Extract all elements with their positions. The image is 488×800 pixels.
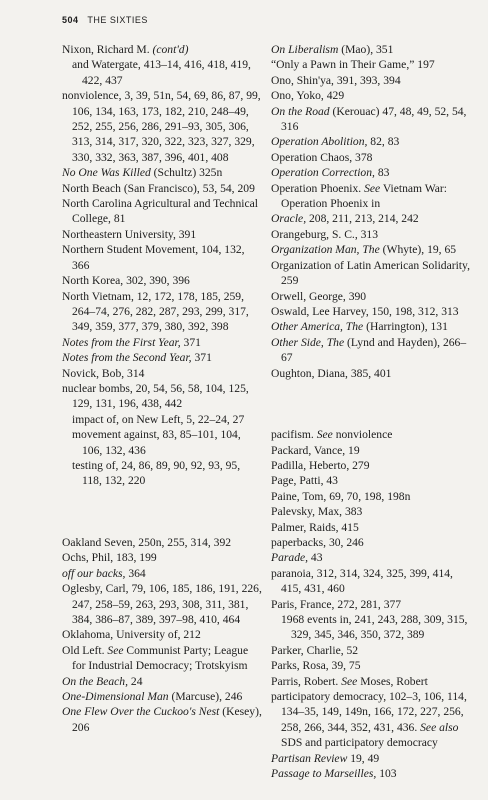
index-entry: Orwell, George, 390	[271, 289, 367, 303]
index-entry: Oughton, Diana, 385, 401	[271, 366, 392, 380]
index-entry: Oakland Seven, 250n, 255, 314, 392	[62, 535, 232, 549]
section-gap	[271, 396, 473, 411]
index-entry: Organization of Latin American Solidarity, 259	[271, 258, 470, 288]
index-entry: On the Road (Kerouac) 47, 48, 49, 52, 54, 316	[271, 104, 467, 134]
index-entry: Ono, Shin'ya, 391, 393, 394	[271, 73, 401, 87]
index-entry: Organization Man, The (Whyte), 19, 65	[271, 243, 457, 257]
index-entry: Ono, Yoko, 429	[271, 89, 345, 103]
index-entry: paranoia, 312, 314, 324, 325, 399, 414, 415, 431, 460	[271, 566, 453, 596]
index-entry: Paine, Tom, 69, 70, 198, 198n	[271, 489, 411, 503]
index-entry: Passage to Marseilles, 103	[271, 767, 397, 781]
index-entry: Oracle, 208, 211, 213, 214, 242	[271, 212, 419, 226]
index-entry: paperbacks, 30, 246	[271, 535, 364, 549]
running-header	[62, 15, 148, 25]
index-entry: Oglesby, Carl, 79, 106, 185, 186, 191, 226, 247, 258–59, 263, 293, 308, 311, 381, 384, 386–87, 389, 397–98, 410, 464	[62, 582, 262, 626]
index-entry: North Korea, 302, 390, 396	[62, 274, 190, 288]
page-number: 504	[62, 15, 79, 25]
index-entry: Paris, France, 272, 281, 377	[271, 597, 402, 611]
section-gap	[62, 489, 262, 504]
index-entry: pacifism. See nonviolence	[271, 428, 393, 442]
section-gap	[271, 381, 473, 396]
index-entry: Notes from the First Year, 371	[62, 335, 201, 349]
index-entry: Operation Correction, 83	[271, 166, 390, 180]
index-subentry: 1968 events in, 241, 243, 288, 309, 315, 329, 345, 346, 350, 372, 389	[281, 612, 468, 642]
index-entry: On Liberalism (Mao), 351	[271, 43, 394, 56]
index-entry: Palevsky, Max, 383	[271, 505, 363, 519]
index-entry: “Only a Pawn in Their Game,” 197	[271, 58, 435, 72]
index-entry: Oklahoma, University of, 212	[62, 628, 201, 642]
index-entry: nonviolence, 3, 39, 51n, 54, 69, 86, 87, 99, 106, 134, 163, 173, 182, 210, 248–49, 252, 255, 256, 286, 291–93, 305, 306, 313, 314, 317, 320, 322, 323, 327, 329, 330, 332, 363, 387, 396, 401, 408	[62, 89, 261, 164]
running-title: THE SIXTIES	[87, 15, 148, 25]
index-entry: participatory democracy, 102–3, 106, 114, 134–35, 149, 149n, 166, 172, 227, 256, 258, 266, 344, 352, 431, 436. See also SDS and participatory democracy	[271, 690, 467, 750]
section-gap	[62, 504, 262, 519]
index-column-left	[62, 42, 262, 735]
index-column-right	[271, 42, 473, 781]
index-entry: North Beach (San Francisco), 53, 54, 209	[62, 181, 255, 195]
index-subentry: movement against, 83, 85–101, 104, 106, 132, 436	[72, 428, 241, 457]
index-entry: Partisan Review 19, 49	[271, 751, 380, 765]
index-entry: Parris, Robert. See Moses, Robert	[271, 674, 428, 688]
index-entry: Old Left. See Communist Party; League for Industrial Democracy; Trotskyism	[62, 643, 249, 673]
index-entry: Other Side, The (Lynd and Hayden), 266–67	[271, 335, 467, 365]
index-subentry: impact of, on New Left, 5, 22–24, 27	[72, 412, 245, 426]
index-entry: Northern Student Movement, 104, 132, 366	[62, 243, 245, 272]
index-entry: Operation Chaos, 378	[271, 150, 373, 164]
index-entry: Orangeburg, S. C., 313	[271, 227, 379, 241]
index-entry: Parade, 43	[271, 551, 323, 565]
section-gap	[271, 412, 473, 427]
index-entry: One-Dimensional Man (Marcuse), 246	[62, 690, 243, 704]
index-entry: North Vietnam, 12, 172, 178, 185, 259, 264–74, 276, 282, 287, 293, 299, 317, 349, 359, 377, 379, 380, 392, 398	[62, 289, 249, 334]
index-entry: Nixon, Richard M. (cont'd)	[62, 43, 189, 56]
index-entry: Ochs, Phil, 183, 199	[62, 551, 157, 565]
index-entry: Operation Abolition, 82, 83	[271, 135, 400, 149]
index-entry: Operation Phoenix. See Vietnam War: Operation Phoenix in	[271, 181, 448, 211]
section-gap	[62, 520, 262, 535]
index-subentry: testing of, 24, 86, 89, 90, 92, 93, 95, 118, 132, 220	[72, 458, 241, 488]
index-entry: Padilla, Heberto, 279	[271, 458, 370, 472]
index-entry: Packard, Vance, 19	[271, 443, 360, 457]
index-entry: One Flew Over the Cuckoo's Nest (Kesey), 206	[62, 705, 262, 734]
index-entry: No One Was Killed (Schultz) 325n	[62, 166, 223, 180]
index-entry: On the Beach, 24	[62, 674, 143, 688]
index-entry: off our backs, 364	[62, 566, 146, 580]
index-entry: Notes from the Second Year, 371	[62, 351, 212, 365]
index-entry: Page, Patti, 43	[271, 474, 338, 488]
index-entry: Oswald, Lee Harvey, 150, 198, 312, 313	[271, 304, 459, 318]
index-entry: Palmer, Raids, 415	[271, 520, 359, 534]
index-entry: Parker, Charlie, 52	[271, 643, 359, 657]
index-entry: nuclear bombs, 20, 54, 56, 58, 104, 125, 129, 131, 196, 438, 442	[62, 381, 249, 411]
index-subentry: and Watergate, 413–14, 416, 418, 419, 422, 437	[72, 58, 251, 87]
index-entry: Northeastern University, 391	[62, 227, 197, 241]
index-entry: Parks, Rosa, 39, 75	[271, 659, 361, 673]
index-entry: Novick, Bob, 314	[62, 366, 145, 380]
index-entry: Other America, The (Harrington), 131	[271, 320, 448, 334]
index-entry: North Carolina Agricultural and Technical College, 81	[62, 197, 259, 226]
